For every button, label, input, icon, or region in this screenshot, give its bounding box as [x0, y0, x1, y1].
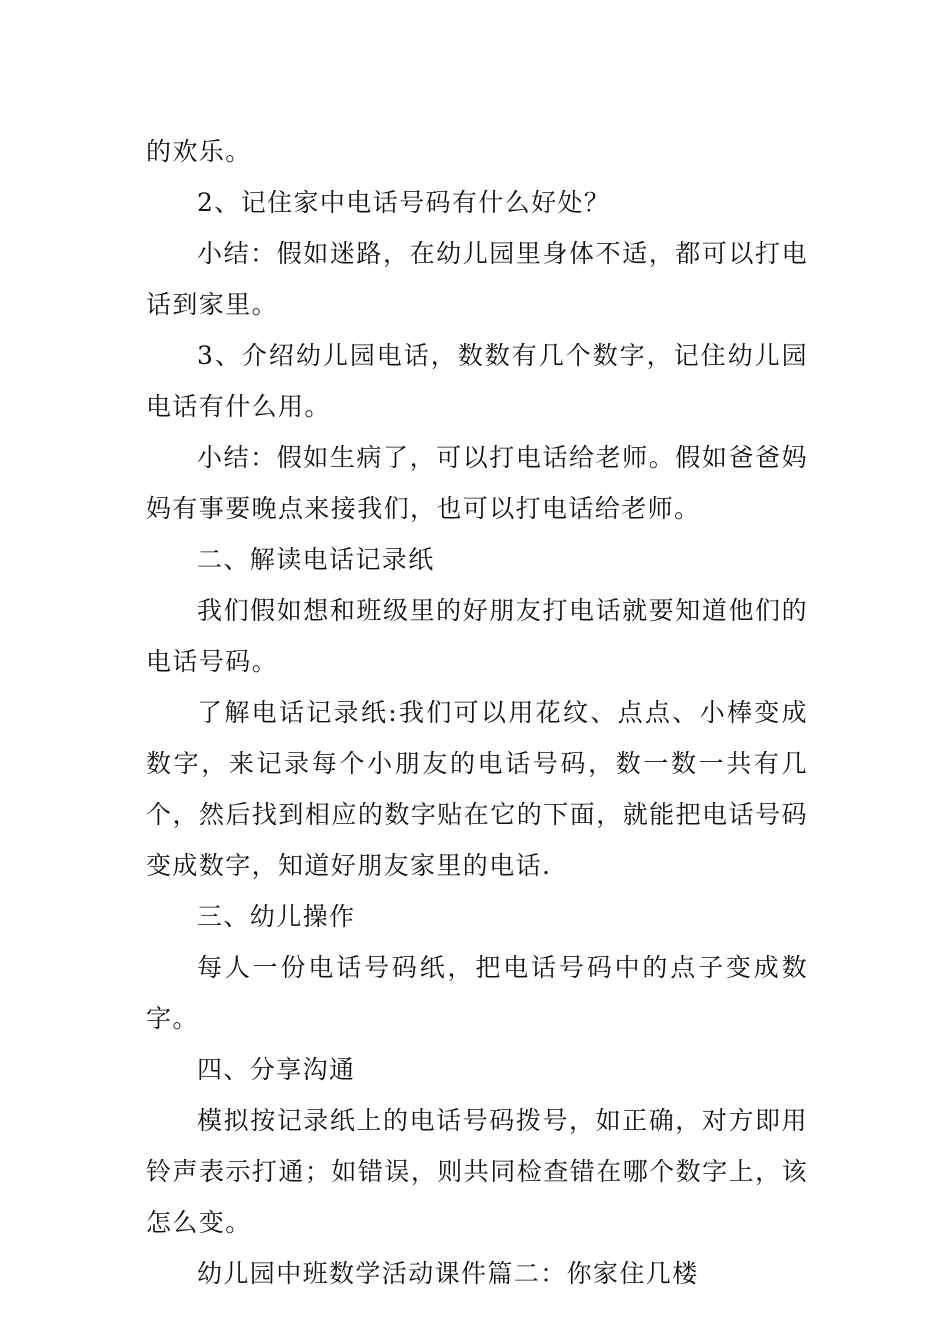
paragraph-summary-1: 小结：假如迷路，在幼儿园里身体不适，都可以打电话到家里。 — [146, 239, 808, 319]
section-heading-2: 二、解读电话记录纸 — [197, 545, 435, 574]
paragraph-summary-2: 小结：假如生病了，可以打电话给老师。假如爸爸妈妈有事要晚点来接我们，也可以打电话给老师。 — [146, 443, 808, 523]
section-heading-4: 四、分享沟通 — [197, 1055, 356, 1084]
paragraph-operation: 每人一份电话号码纸，把电话号码中的点子变成数字。 — [146, 953, 808, 1033]
paragraph-question-2: 2、记住家中电话号码有什么好处？ — [197, 188, 611, 217]
paragraph-record-paper: 了解电话记录纸:我们可以用花纹、点点、小棒变成数字，来记录每个小朋友的电话号码，数一数一共有几个，然后找到相应的数字贴在它的下面，就能把电话号码变成数字，知道好朋友家里的电话. — [146, 698, 808, 880]
paragraph-continuation: 的欢乐。 — [146, 137, 252, 166]
document-body — [146, 126, 808, 1299]
paragraph-question-3: 3、介绍幼儿园电话，数数有几个数字，记住幼儿园电话有什么用。 — [146, 341, 808, 421]
section-heading-3: 三、幼儿操作 — [197, 902, 356, 931]
paragraph-sharing: 模拟按记录纸上的电话号码拨号，如正确，对方即用铃声表示打通；如错误，则共同检查错在哪个数字上，该怎么变。 — [146, 1106, 808, 1237]
paragraph-friends-phone: 我们假如想和班级里的好朋友打电话就要知道他们的电话号码。 — [146, 596, 808, 676]
chapter-title: 幼儿园中班数学活动课件篇二：你家住几楼 — [197, 1259, 699, 1288]
